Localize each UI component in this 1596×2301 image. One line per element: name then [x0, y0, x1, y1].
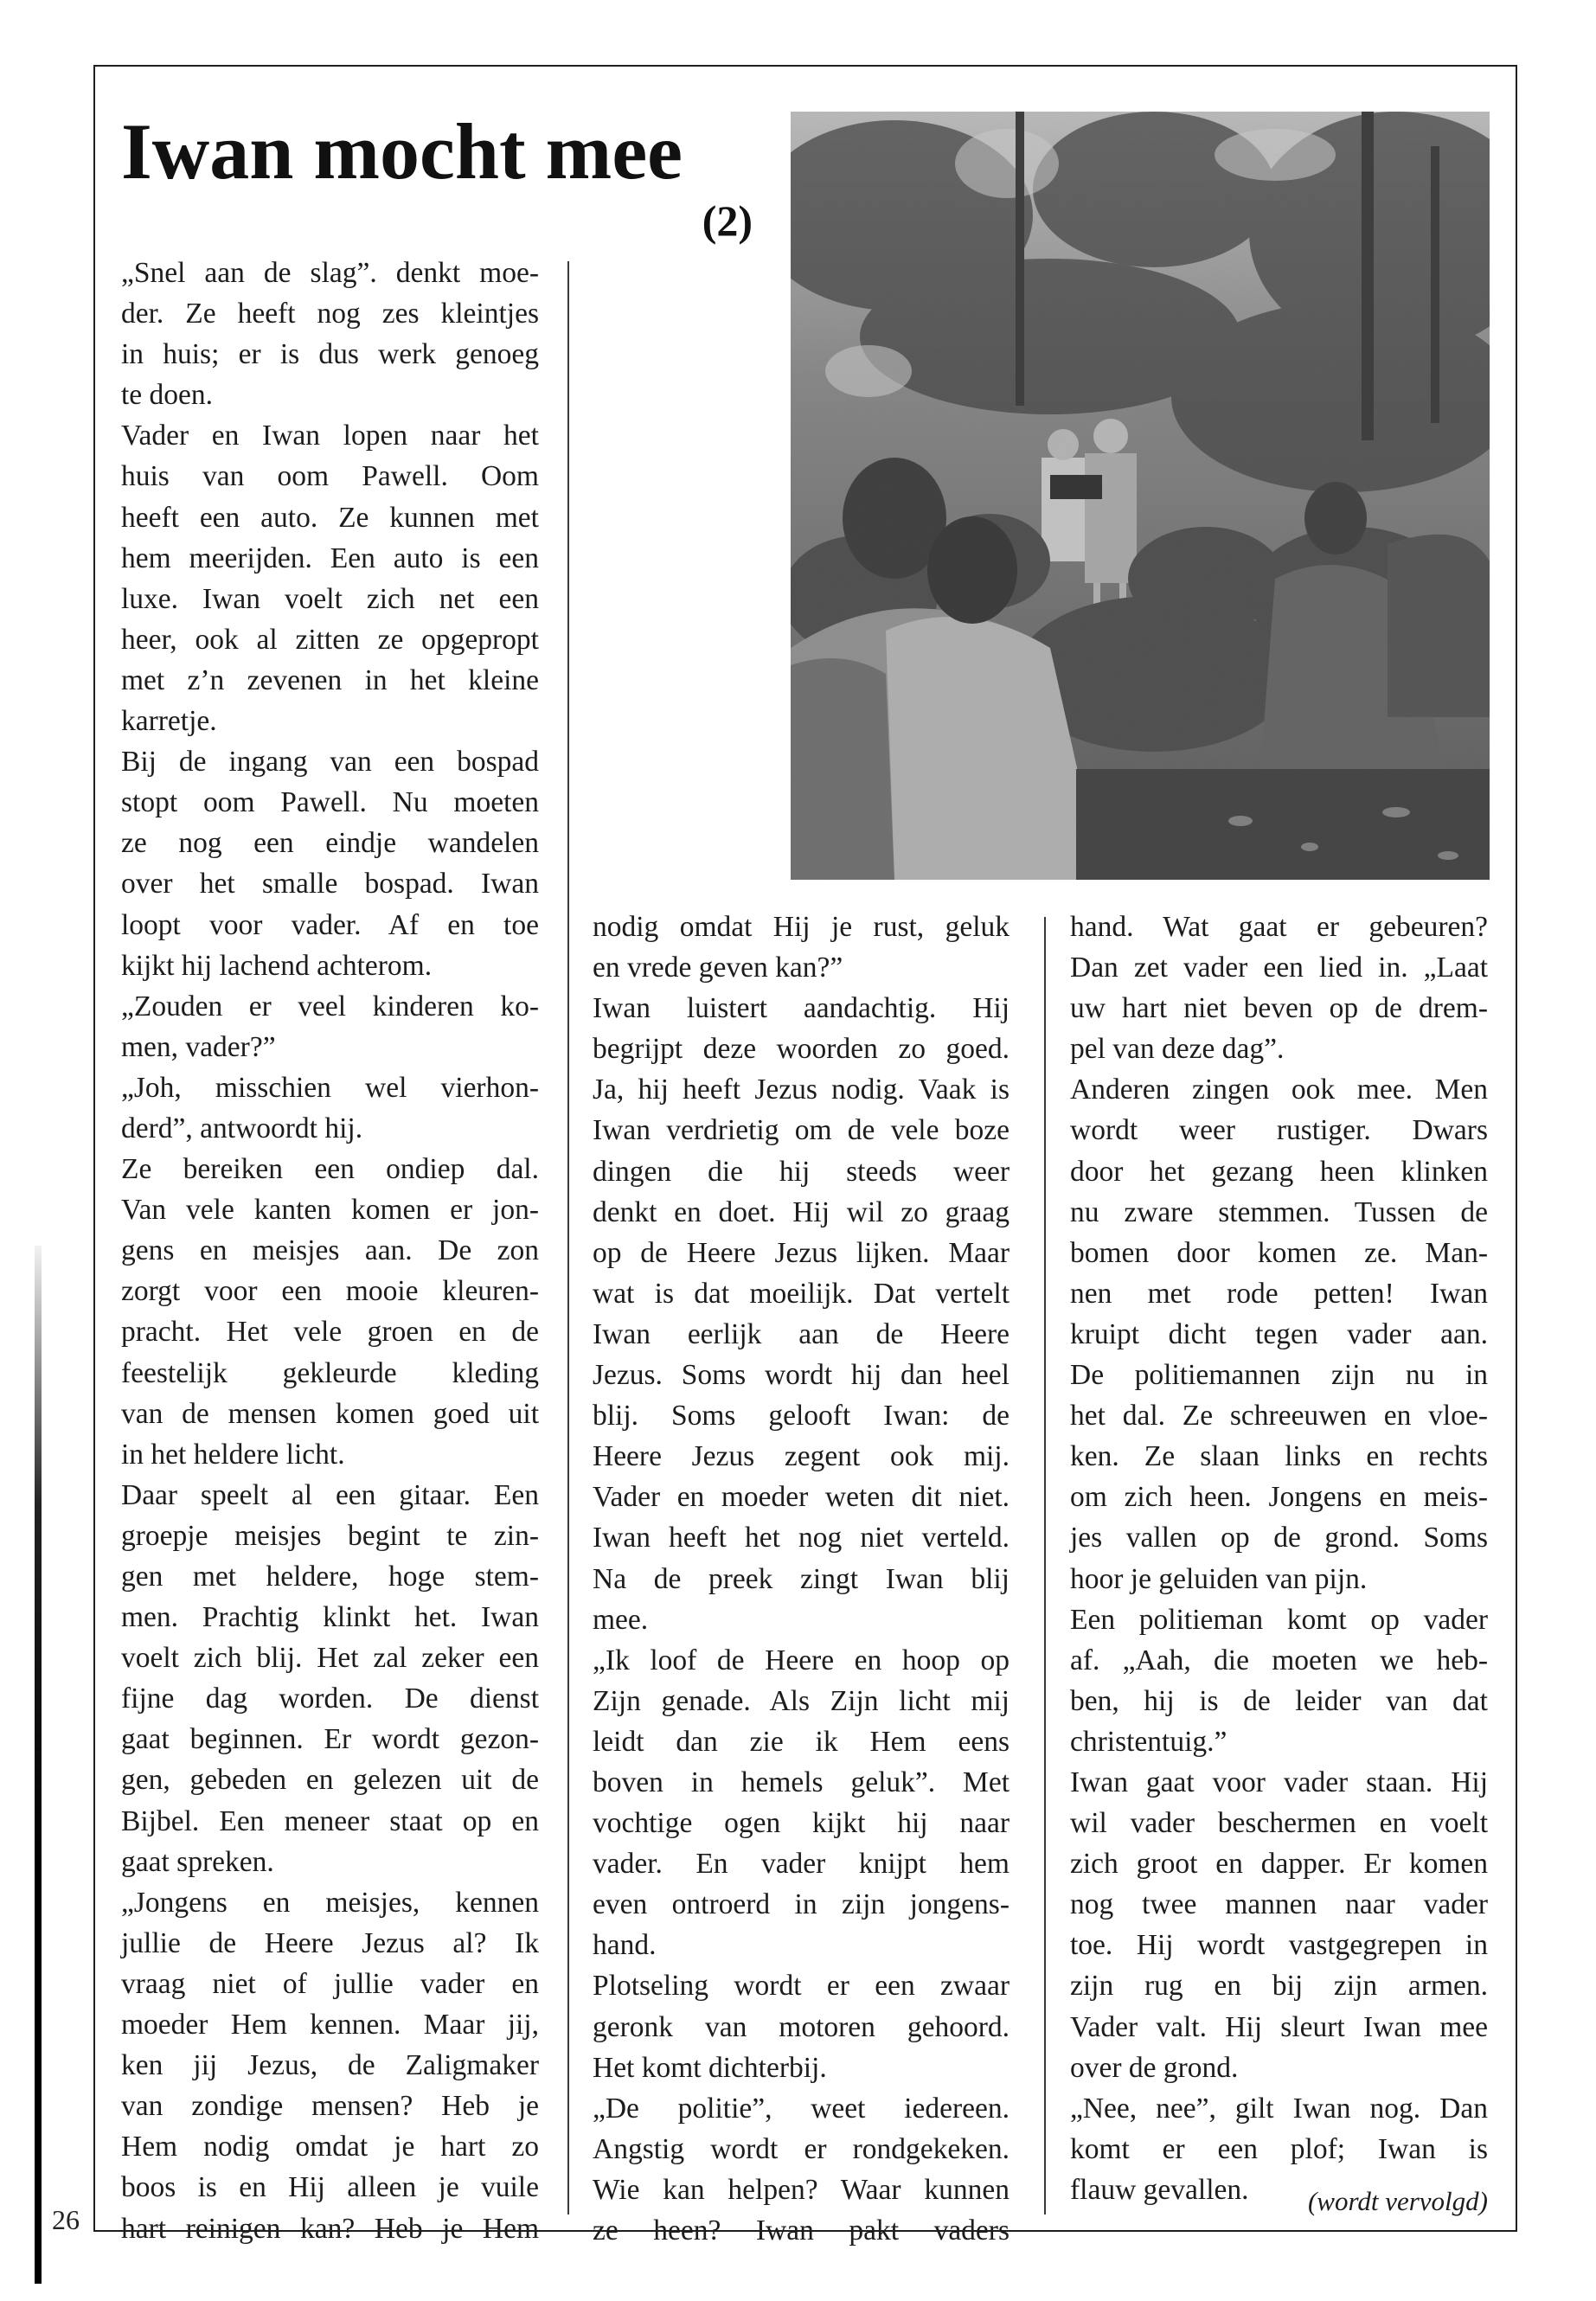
text-line: huis van oom Pawell. Oom	[121, 460, 539, 493]
article-column-2	[593, 907, 1010, 2251]
text-line: begrijpt deze woorden zo goed.	[593, 1033, 1010, 1066]
text-line: wil vader beschermen en voelt	[1070, 1807, 1488, 1840]
article-photo	[791, 112, 1490, 880]
text-line: te doen.	[121, 379, 214, 412]
text-line: feestelijk gekleurde kleding	[121, 1356, 539, 1389]
text-line: boos is en Hij alleen je vuile	[121, 2171, 539, 2204]
text-line: nu zware stemmen. Tussen de	[1070, 1195, 1488, 1228]
text-line: van zondige mensen? Heb je	[121, 2090, 539, 2123]
text-line: men. Prachtig klinkt het. Iwan	[121, 1601, 539, 1634]
page-number: 26	[52, 2204, 80, 2235]
text-line: Iwan eerlijk aan de Heere	[593, 1317, 1010, 1350]
text-line: stopt oom Pawell. Nu moeten	[121, 786, 539, 819]
text-line: blij. Soms gelooft Iwan: de	[593, 1400, 1010, 1433]
text-line: Bij de ingang van een bospad	[121, 746, 539, 779]
text-line: flauw gevallen.	[1070, 2173, 1249, 2206]
text-line: leidt dan zie ik Hem eens	[593, 1725, 1010, 1758]
text-line: heer, ook al zitten ze opgepropt	[121, 623, 539, 656]
column-rule-1	[567, 261, 569, 2214]
text-line: luxe. Iwan voelt zich net een	[121, 582, 539, 615]
text-line: jullie de Heere Jezus al? Ik	[121, 1926, 539, 1959]
text-line: door het gezang heen klinken	[1070, 1155, 1488, 1188]
text-line: even ontroerd in zijn jongens-	[593, 1888, 1010, 1921]
text-line: „Ik loof de Heere en hoop op	[593, 1644, 1010, 1676]
text-line: hem meerijden. Een auto is een	[121, 542, 539, 574]
text-line: toe. Hij wordt vastgegrepen in	[1070, 1929, 1488, 1962]
column-rule-2	[1044, 917, 1046, 2214]
text-line: Iwan heeft het nog niet verteld.	[593, 1522, 1010, 1554]
text-line: Ze bereiken een ondiep dal.	[121, 1153, 539, 1186]
text-line: Ja, hij heeft Jezus nodig. Vaak is	[593, 1074, 1010, 1106]
text-line: kijkt hij lachend achterom.	[121, 949, 433, 982]
article-column-3	[1070, 907, 1488, 2210]
text-line: gen, gebeden en gelezen uit de	[121, 1764, 539, 1797]
text-line: Zijn genade. Als Zijn licht mij	[593, 1684, 1010, 1717]
text-line: derd”, antwoordt hij.	[121, 1112, 363, 1144]
text-line: Een politieman komt op vader	[1070, 1603, 1488, 1636]
text-line: heeft een auto. Ze kunnen met	[121, 501, 539, 534]
text-line: ken jij Jezus, de Zaligmaker	[121, 2049, 539, 2082]
continued-note: (wordt vervolgd)	[1307, 2186, 1488, 2216]
text-line: jes vallen op de grond. Soms	[1070, 1522, 1488, 1554]
text-line: groepje meisjes begint te zin-	[121, 1519, 539, 1552]
text-line: ze heen? Iwan pakt vaders	[593, 2214, 1010, 2247]
text-line: Daar speelt al een gitaar. Een	[121, 1478, 539, 1511]
text-line: nodig omdat Hij je rust, geluk	[593, 911, 1010, 943]
text-line: zich groot en dapper. Er komen	[1070, 1848, 1488, 1881]
text-line: Jezus. Soms wordt hij dan heel	[593, 1359, 1010, 1392]
text-line: „Snel aan de slag”. denkt moe-	[121, 257, 539, 289]
text-line: Vader valt. Hij sleurt Iwan mee	[1070, 2010, 1488, 2043]
text-line: vraag niet of jullie vader en	[121, 1967, 539, 2000]
text-line: uw hart niet beven op de drem-	[1070, 992, 1488, 1025]
text-line: komt er een plof; Iwan is	[1070, 2132, 1488, 2165]
text-line: „Nee, nee”, gilt Iwan nog. Dan	[1070, 2092, 1488, 2125]
article-title: Iwan mocht mee	[121, 107, 683, 195]
text-line: voelt zich blij. Het zal zeker een	[121, 1642, 539, 1675]
text-line: op de Heere Jezus lijken. Maar	[593, 1236, 1010, 1269]
text-line: zorgt voor een mooie kleuren-	[121, 1275, 539, 1308]
text-line: over het smalle bospad. Iwan	[121, 868, 539, 901]
text-line: in huis; er is dus werk genoeg	[121, 338, 539, 371]
text-line: wordt weer rustiger. Dwars	[1070, 1114, 1488, 1147]
text-line: dingen die hij steeds weer	[593, 1155, 1010, 1188]
text-line: ben, hij is de leider van dat	[1070, 1684, 1488, 1717]
text-line: Bijbel. Een meneer staat op en	[121, 1804, 539, 1837]
text-line: Van vele kanten komen er jon-	[121, 1194, 539, 1227]
article-part-number: (2)	[702, 196, 753, 245]
text-line: gens en meisjes aan. De zon	[121, 1234, 539, 1267]
text-line: Angstig wordt er rondgekeken.	[593, 2132, 1010, 2165]
text-line: vochtige ogen kijkt hij naar	[593, 1807, 1010, 1840]
text-line: gaat spreken.	[121, 1845, 274, 1878]
text-line: „De politie”, weet iedereen.	[593, 2092, 1010, 2125]
text-line: Dan zet vader een lied in. „Laat	[1070, 952, 1488, 984]
text-line: der. Ze heeft nog zes kleintjes	[121, 298, 539, 330]
text-line: in het heldere licht.	[121, 1438, 345, 1471]
text-line: met z’n zevenen in het kleine	[121, 663, 539, 696]
text-line: nen met rode petten! Iwan	[1070, 1277, 1488, 1310]
text-line: zijn rug en bij zijn armen.	[1070, 1970, 1488, 2003]
text-line: „Jongens en meisjes, kennen	[121, 1886, 539, 1919]
text-line: gaat beginnen. Er wordt gezon-	[121, 1723, 539, 1756]
text-line: van de mensen komen goed uit	[121, 1397, 539, 1430]
text-line: „Joh, misschien wel vierhon-	[121, 1071, 539, 1104]
text-line: „Zouden er veel kinderen ko-	[121, 990, 539, 1022]
text-line: hand. Wat gaat er gebeuren?	[1070, 911, 1488, 943]
text-line: bomen door komen ze. Man-	[1070, 1236, 1488, 1269]
text-line: Anderen zingen ook mee. Men	[1070, 1074, 1488, 1106]
text-line: Vader en moeder weten dit niet.	[593, 1481, 1010, 1514]
text-line: vader. En vader knijpt hem	[593, 1848, 1010, 1881]
page-edge-shadow	[35, 1246, 42, 2284]
text-line: het dal. Ze schreeuwen en vloe-	[1070, 1400, 1488, 1433]
article-column-1	[121, 253, 539, 2249]
photo-illustration	[791, 112, 1490, 880]
text-line: Na de preek zingt Iwan blij	[593, 1562, 1010, 1595]
text-line: Hem nodig omdat je hart zo	[121, 2131, 539, 2163]
text-line: Het komt dichterbij.	[593, 2051, 827, 2084]
text-line: Iwan luistert aandachtig. Hij	[593, 992, 1010, 1025]
text-line: De politiemannen zijn nu in	[1070, 1359, 1488, 1392]
text-line: pracht. Het vele groen en de	[121, 1316, 539, 1349]
text-line: Plotseling wordt er een zwaar	[593, 1970, 1010, 2003]
text-line: wat is dat moeilijk. Dat vertelt	[593, 1277, 1010, 1310]
text-line: af. „Aah, die moeten we heb-	[1070, 1644, 1488, 1676]
text-line: Iwan verdrietig om de vele boze	[593, 1114, 1010, 1147]
text-line: loopt voor vader. Af en toe	[121, 908, 539, 941]
text-line: Heere Jezus zegent ook mij.	[593, 1440, 1010, 1473]
text-line: over de grond.	[1070, 2051, 1239, 2084]
text-line: mee.	[593, 1603, 649, 1636]
text-line: christentuig.”	[1070, 1725, 1227, 1758]
text-line: Iwan gaat voor vader staan. Hij	[1070, 1766, 1488, 1798]
text-line: hoor je geluiden van pijn.	[1070, 1562, 1368, 1595]
text-line: Wie kan helpen? Waar kunnen	[593, 2173, 1010, 2206]
text-line: en vrede geven kan?”	[593, 952, 843, 984]
text-line: pel van deze dag”.	[1070, 1033, 1285, 1066]
text-line: moeder Hem kennen. Maar jij,	[121, 2009, 539, 2041]
text-line: kruipt dicht tegen vader aan.	[1070, 1317, 1488, 1350]
text-line: gen met heldere, hoge stem-	[121, 1561, 539, 1593]
text-line: boven in hemels geluk”. Met	[593, 1766, 1010, 1798]
text-line: nog twee mannen naar vader	[1070, 1888, 1488, 1921]
text-line: ken. Ze slaan links en rechts	[1070, 1440, 1488, 1473]
text-line: om zich heen. Jongens en meis-	[1070, 1481, 1488, 1514]
text-line: hand.	[593, 1929, 657, 1962]
text-line: geronk van motoren gehoord.	[593, 2010, 1010, 2043]
text-line: karretje.	[121, 705, 217, 738]
text-line: Vader en Iwan lopen naar het	[121, 420, 539, 452]
text-line: ze nog een eindje wandelen	[121, 827, 539, 860]
text-line: fijne dag worden. De dienst	[121, 1682, 539, 1715]
text-line: hart reinigen kan? Heb je Hem	[121, 2212, 539, 2245]
text-line: denkt en doet. Hij wil zo graag	[593, 1195, 1010, 1228]
text-line: men, vader?”	[121, 1030, 276, 1063]
